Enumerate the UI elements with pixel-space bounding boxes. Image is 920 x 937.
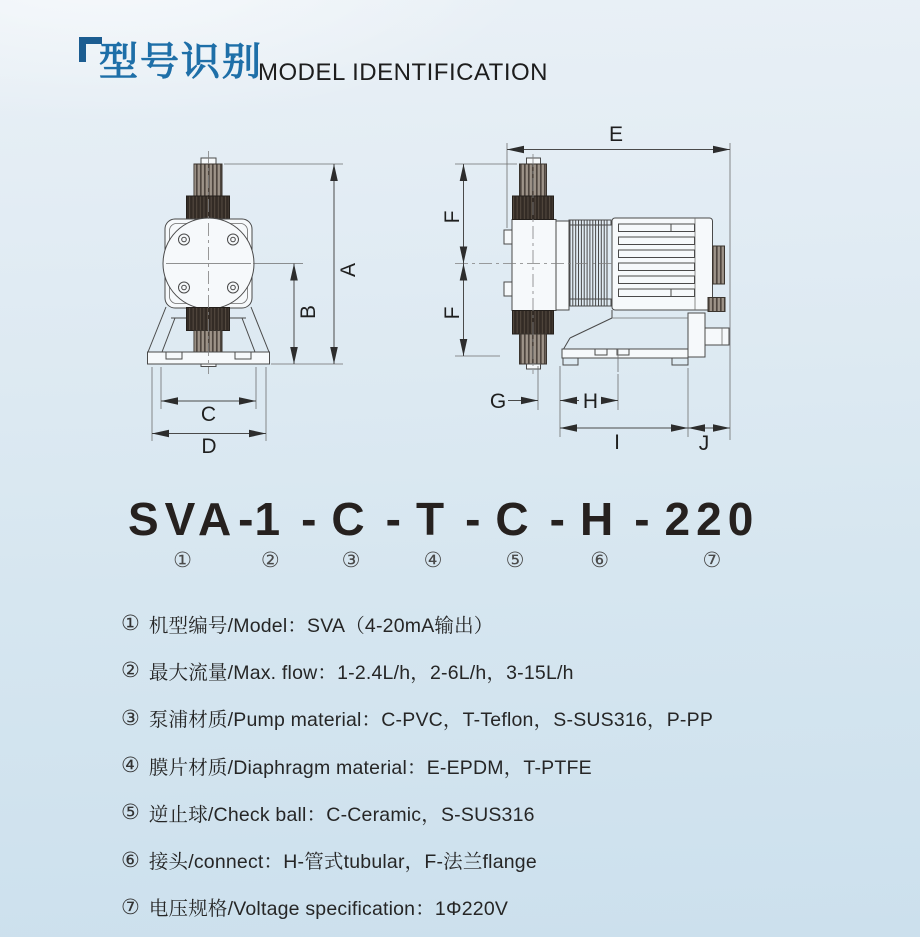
side-bracket-plate <box>556 221 569 310</box>
model-segment-number: ⑦ <box>702 549 722 572</box>
dim-i <box>560 368 688 454</box>
legend-item-text: 膜片材质/Diaphragm material：E-EPDM，T-PTFE <box>148 756 592 779</box>
legend-item-number: ② <box>121 659 140 683</box>
dim-f-lower <box>441 264 500 357</box>
legend-item-number: ⑦ <box>121 895 140 919</box>
dim-label-e: E <box>608 123 624 146</box>
legend-item-text: 最大流量/Max. flow：1-2.4L/h，2-6L/h，3-15L/h <box>148 661 574 684</box>
model-code-text: H <box>579 493 620 545</box>
model-segment-number: ② <box>260 549 280 572</box>
dim-label-g: G <box>489 390 507 413</box>
legend-item-text: 泵浦材质/Pump material：C-PVC，T-Teflon，S-SUS316，P-PP <box>148 709 714 732</box>
model-code-text: 220 <box>664 493 760 545</box>
side-bottom-cap <box>527 364 541 369</box>
page-title-zh: 型号识别 <box>99 41 264 84</box>
model-segment-7 <box>664 493 760 573</box>
model-segment-3 <box>331 493 371 573</box>
legend-item-6 <box>121 836 713 883</box>
model-separator: - <box>634 493 650 545</box>
dim-label-a: A <box>337 262 360 278</box>
model-separator: - <box>238 493 254 545</box>
dim-label-c: C <box>200 403 217 426</box>
model-segment-6 <box>579 493 620 573</box>
dim-label-h: H <box>582 390 599 413</box>
model-separator: - <box>301 493 317 545</box>
dim-j <box>688 424 730 455</box>
model-code-text: C <box>331 493 371 545</box>
legend-item-number: ④ <box>121 754 140 778</box>
legend-item-7 <box>121 884 713 931</box>
model-segment-number: ③ <box>341 549 361 572</box>
front-bottom-nut <box>187 308 230 331</box>
legend-item-4 <box>121 742 713 789</box>
model-separator: - <box>465 493 481 545</box>
legend-list <box>121 600 713 931</box>
dim-label-j: J <box>698 432 710 455</box>
front-view <box>148 151 361 458</box>
dim-label-f2: F <box>441 306 464 320</box>
model-code-text: T <box>415 493 451 545</box>
side-small-knob <box>708 298 725 312</box>
model-code-text: 1 <box>254 493 287 545</box>
model-code-row <box>128 493 760 573</box>
side-head-column <box>512 220 556 311</box>
dim-c <box>161 367 256 426</box>
legend-item-number: ⑤ <box>121 801 140 825</box>
model-separator: - <box>549 493 565 545</box>
dim-label-b: B <box>297 304 320 320</box>
legend-item-text: 电压规格/Voltage specification：1Φ220V <box>148 898 509 921</box>
legend-item-number: ① <box>121 612 140 636</box>
model-segment-number: ④ <box>423 549 443 572</box>
dim-b <box>253 264 320 365</box>
legend-item-text: 接头/connect：H-管式tubular，F-法兰flange <box>148 851 537 874</box>
side-view <box>441 123 730 455</box>
model-code-text: C <box>495 493 535 545</box>
model-segment-5 <box>495 493 535 573</box>
legend-item-1 <box>121 600 713 647</box>
legend-item-text: 逆止球/Check ball：C-Ceramic，S-SUS316 <box>148 803 535 826</box>
legend-item-text: 机型编号/Model：SVA（4-20mA输出） <box>148 614 494 637</box>
model-segment-2 <box>254 493 287 573</box>
dim-label-f1: F <box>441 210 464 224</box>
model-segment-1 <box>128 493 238 573</box>
model-segment-4 <box>415 493 451 573</box>
model-segment-number: ⑥ <box>590 549 610 572</box>
legend-item-2 <box>121 647 713 694</box>
side-cooling-fins <box>569 220 611 306</box>
side-adjust-knob <box>713 246 725 284</box>
model-segment-number: ⑤ <box>505 549 525 572</box>
legend-item-3 <box>121 695 713 742</box>
dim-label-d: D <box>201 435 217 458</box>
model-separator: - <box>385 493 401 545</box>
dim-label-i: I <box>614 431 620 454</box>
front-top-tube <box>194 164 222 196</box>
model-segment-number: ① <box>173 549 192 572</box>
page-title-en: MODEL IDENTIFICATION <box>258 59 549 86</box>
legend-item-5 <box>121 789 713 836</box>
dim-g <box>490 366 538 413</box>
legend-item-number: ⑥ <box>121 848 140 872</box>
model-code-text: SVA <box>128 493 238 545</box>
side-base <box>562 310 729 372</box>
front-top-nut <box>187 196 230 219</box>
dim-f-upper <box>441 164 517 264</box>
legend-item-number: ③ <box>121 706 140 730</box>
